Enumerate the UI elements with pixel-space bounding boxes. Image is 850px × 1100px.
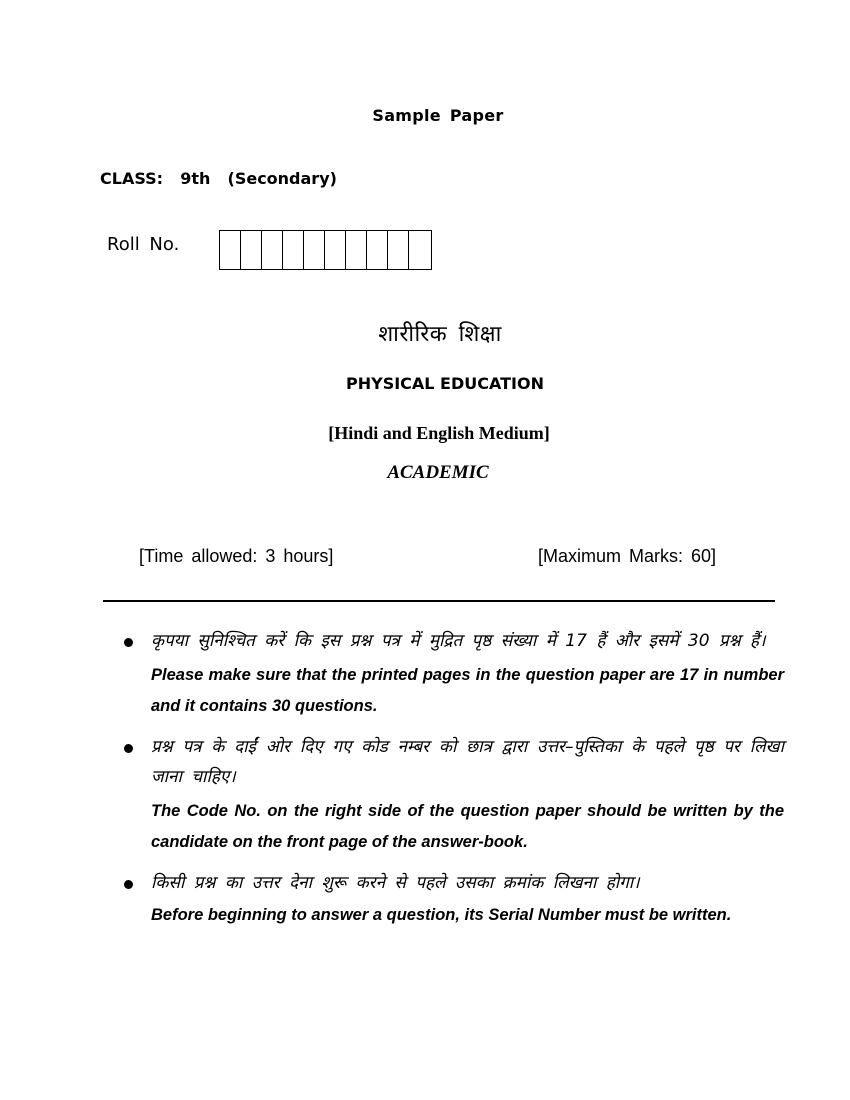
instruction-item [124,626,784,722]
instruction-item [124,732,784,858]
roll-number-box [409,231,431,269]
instruction-english: The Code No. on the right side of the question paper should be written by the candidate on the front page of the answer-book. [151,802,784,851]
stream-label: ACADEMIC [387,462,489,483]
class-label: CLASS: 9th (Secondary) [100,169,337,188]
roll-number-label: Roll No. [107,234,180,255]
medium-label: [Hindi and English Medium] [328,423,550,443]
instruction-item [124,868,784,931]
roll-number-box [241,231,262,269]
roll-number-box [388,231,409,269]
instruction-hindi: प्रश्न पत्र के दाईं ओर दिए गए कोड नम्बर को छात्र द्वारा उत्तर–पुस्तिका के पहले पृष्ठ पर लिखा जाना चाहिए। [151,737,784,787]
roll-number-box [220,231,241,269]
roll-number-box [283,231,304,269]
maximum-marks: [Maximum Marks: 60] [538,546,717,566]
instructions-list [124,626,784,931]
roll-number-boxes [219,230,432,270]
bullet-icon [124,744,133,753]
roll-number-box [262,231,283,269]
instruction-english: Please make sure that the printed pages in the question paper are 17 in number and it contains 30 questions. [151,666,784,715]
roll-number-box [367,231,388,269]
time-allowed: [Time allowed: 3 hours] [139,546,334,566]
subject-title: PHYSICAL EDUCATION [345,374,544,393]
instruction-english: Before beginning to answer a question, its Serial Number must be written. [151,906,732,924]
instruction-hindi: किसी प्रश्न का उत्तर देना शुरू करने से पहले उसका क्रमांक लिखना होगा। [151,873,640,893]
bullet-icon [124,880,133,889]
paper-title: Sample Paper [372,106,504,125]
subject-title-hindi: शारीरिक शिक्षा [378,322,502,347]
roll-number-box [325,231,346,269]
roll-number-box [346,231,367,269]
bullet-icon [124,638,133,647]
divider [103,600,775,602]
roll-number-box [304,231,325,269]
instruction-hindi: कृपया सुनिश्चित करें कि इस प्रश्न पत्र में मुद्रित पृष्ठ संख्या में 17 हैं और इसमें 30 प्रश्न हैं। [151,631,766,651]
